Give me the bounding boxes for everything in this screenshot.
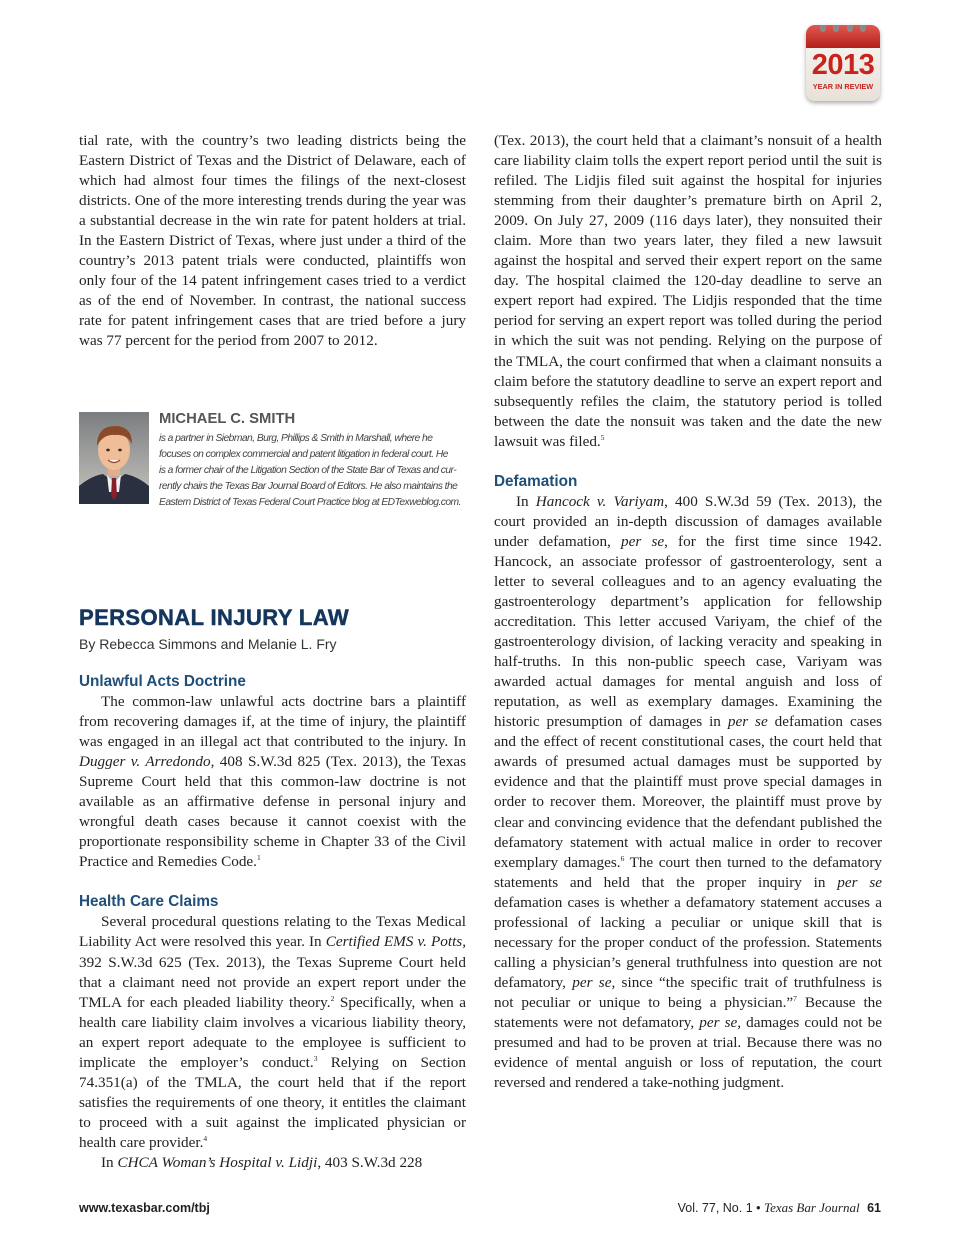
page-number: 61 [867, 1201, 881, 1215]
footer-bullet: • [756, 1201, 761, 1215]
bio-line: focuses on complex commercial and patent litigation in federal court. He [159, 449, 448, 460]
footer-journal: Texas Bar Journal [764, 1200, 860, 1215]
footnote-ref: 6 [620, 853, 625, 863]
case-name: CHCA Woman’s Hospital v. Lidji [117, 1153, 318, 1171]
health-care-paragraph-1: Several procedural questions relating to the Texas Medical Liability Act were resolved this year. In Certified EMS v. Potts, 392 S.W.3d 625 (Tex. 2013), the Texas Supreme Court held that a claimant need not provide an expert report under the TMLA for each pleaded liability theory.$^2$ Specifically, when a health care liability claim involves a vicarious liability theory, an expert report adequate to the employee is sufficient to implicate the employer’s conduct.$^3$ Relying on Section 74.351(a) of the TMLA, the court held that if the report satisfies the requirements of one theory, it entitles the claimant to proceed with a suit against the implicated physician or health care provider.$^4$ [79, 913, 467, 1151]
left-column [79, 131, 466, 352]
intro-paragraph: tial rate, with the country’s two leading districts being the Eastern District of Texas and the District of Delaware, each of which had almost four times the filings of the next-closest districts. One of the more interesting trends during the year was a substantial decrease in the win rate for patent holders at trial. In the Eastern District of Texas, where just under a third of the country’s 2013 patent trials were conducted, plaintiffs won only four of the 14 patent infringement cases tried to a verdict as of the end of November. In contrast, the national success rate for patent infringement cases that are tried before a jury was 77 percent for the period from 2007 to 2012. [79, 132, 466, 350]
section-title: PERSONAL INJURY LAW [79, 605, 350, 630]
defamation-paragraph: In Hancock v. Variyam, 400 S.W.3d 59 (Tex. 2013), the court provided an in-depth discussion of damages available under defamation, per se, for the first time since 1942. Hancock, an associate professor of gastroenterology, sent a letter to several colleagues and to an agency evaluating the gastroenterology department’s application for fellowship accreditation. This letter accused Variyam, the chief of the gastroenterology division, of lacking veracity and speaking in half-truths. In this non-public speech case, Variyam was awarded actual damages for mental anguish and loss of reputation, as well as exemplary damages. Examining the historic presumption of damages in per se defamation cases and the effect of recent constitutional cases, the court held that awards of presumed actual damages must be supported by evidence and that the plaintiff must prove special damages in order to recover them. Moreover, the plaintiff must prove by clear and convincing evidence that the defendant published the defamatory statement with actual malice in order to recover exemplary damages.$^6$ The court then turned to the defamatory statements and held that the proper inquiry in per se defamation cases is whether a defamatory statement accuses a professional of lacking a peculiar or unique skill that is necessary for the proper conduct of the profession. Statements calling a physician’s general truthfulness into question are not defamatory, per se, since “the specific trait of truthfulness is not peculiar or unique to being a physician.”$^7$ Because the statements were not defamatory, per se, damages could not be presumed and had to be proven at trial. Because there was no evidence of mental anguish or loss of reputation, the court reversed and rendered a take-nothing judgment. [494, 492, 883, 1092]
footer-volume: Vol. 77, No. 1 [677, 1201, 753, 1215]
heading-defamation: Defamation [494, 472, 578, 490]
health-care-paragraph-2: In CHCA Woman’s Hospital v. Lidji, 403 S.W.3d 228 [101, 1153, 423, 1171]
footnote-ref: 4 [203, 1133, 208, 1143]
bio-line: is a partner in Siebman, Burg, Phillips & Smith in Marshall, where he [159, 433, 433, 444]
author-bio [159, 431, 469, 511]
author-portrait-icon [79, 412, 149, 504]
author-name: MICHAEL C. SMITH [159, 411, 296, 427]
bio-line: rently chairs the Texas Bar Journal Board of Editors. He also maintains the [159, 481, 458, 492]
right-column [494, 131, 882, 1093]
year-in-review-badge [806, 25, 880, 101]
footnote-ref: 7 [793, 993, 797, 1003]
section-byline: By Rebecca Simmons and Melanie L. Fry [79, 636, 337, 652]
author-photo [79, 412, 149, 504]
calendar-rings-icon [806, 25, 880, 32]
footnote-ref: 2 [330, 993, 335, 1003]
case-name: Hancock v. Variyam [535, 492, 665, 510]
case-name: Dugger v. Arredondo [79, 753, 211, 771]
case-name: Certified EMS v. Potts [325, 933, 463, 951]
lidji-continued-paragraph: (Tex. 2013), the court held that a claimant’s nonsuit of a health care liability claim tolls the expert report period until the suit is refiled. The Lidjis filed suit against the hospital for injuries stemming from their daughter’s premature birth on April 2, 2009. On July 27, 2009 (116 days later), they nonsuited their claim. More than two years later, they filed a new lawsuit against the hospital and served their expert report on the same day. The hospital claimed the 120-day deadline to serve an expert report had expired. The Lidjis responded that the time period for serving an expert report was tolled during the period in which the suit was not pending. Relying on the purpose of the TMLA, the court confirmed that when a claimant nonsuits a claim before the statutory deadline to serve an expert report and subsequently refiles the claim, the statutory period is tolled between the date the nonsuit was taken and the date the new lawsuit was filed.$^5$ [494, 132, 882, 450]
badge-label: YEAR IN REVIEW [812, 82, 874, 91]
footnote-ref: 1 [256, 853, 261, 863]
heading-unlawful-acts: Unlawful Acts Doctrine [79, 673, 246, 690]
footnote-ref: 5 [600, 432, 605, 442]
heading-health-care-claims: Health Care Claims [79, 893, 219, 911]
footer-url[interactable]: www.texasbar.com/tbj [79, 1201, 210, 1215]
badge-year: 2013 [811, 49, 875, 81]
bio-line: Eastern District of Texas Federal Court Practice blog at EDTexweblog.com. [159, 497, 461, 508]
unlawful-acts-paragraph: The common-law unlawful acts doctrine bars a plaintiff from recovering damages if, at the time of injury, the plaintiff was engaged in an illegal act that contributed to the injury. In Dugger v. Arredondo, 408 S.W.3d 825 (Tex. 2013), the Texas Supreme Court held that this common-law doctrine is not available as an affirmative defense in personal injury and wrongful death cases because it cannot coexist with the proportionate responsibility scheme in Chapter 33 of the Civil Practice and Remedies Code.$^1$ [79, 693, 466, 871]
left-column-body [79, 672, 466, 1173]
footnote-ref: 3 [313, 1053, 318, 1063]
bio-line: is a former chair of the Litigation Section of the State Bar of Texas and cur- [159, 465, 457, 476]
footer-issue-info [678, 1200, 881, 1216]
